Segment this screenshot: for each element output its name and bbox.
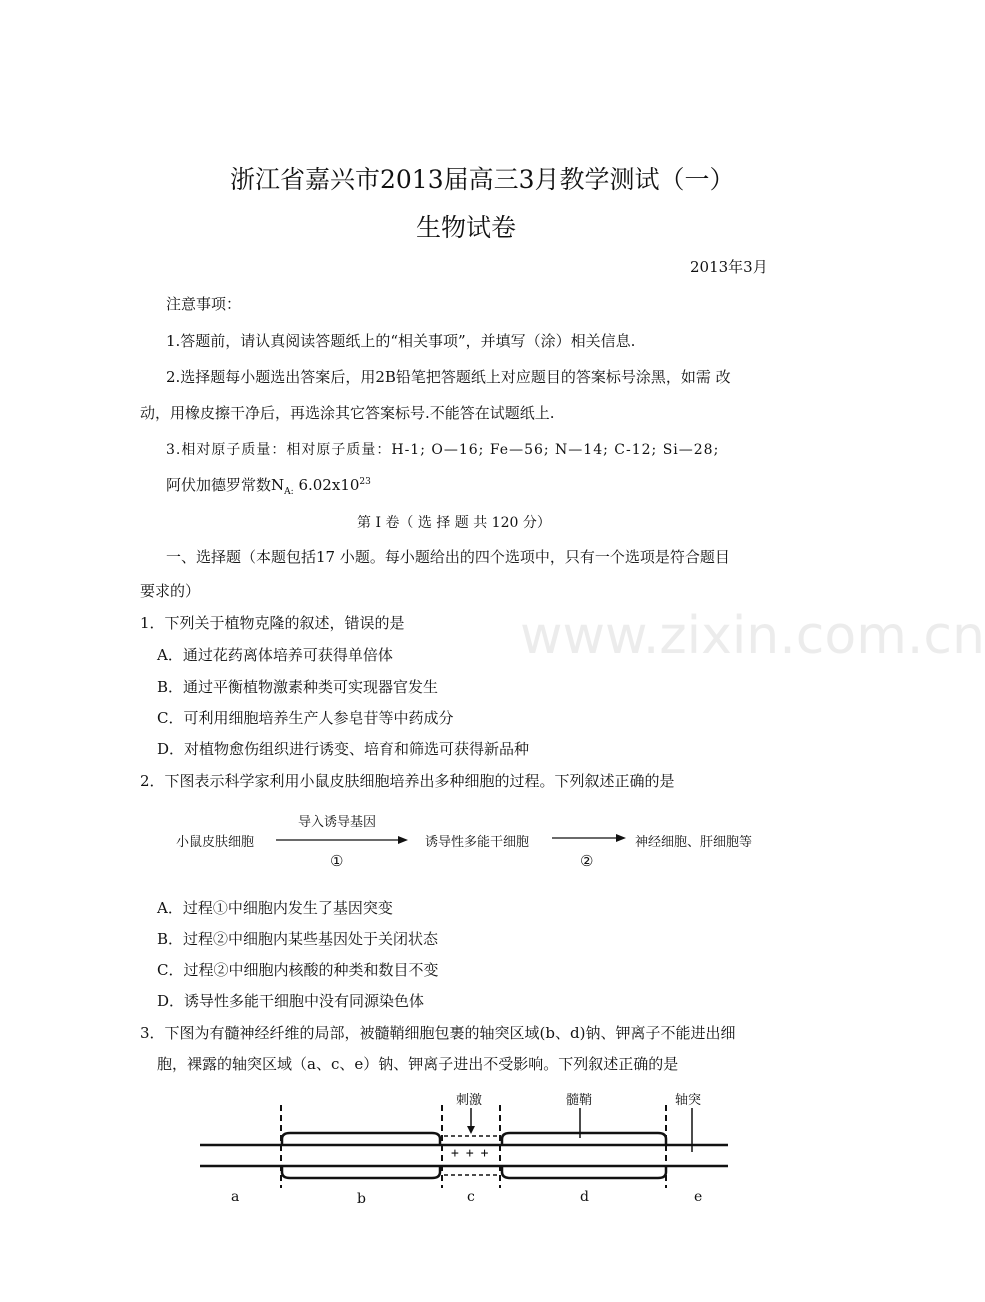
plus-sign: + [451, 1146, 466, 1161]
plus-sign: + [480, 1146, 496, 1161]
q2-step2-number: ② [580, 852, 594, 870]
region-d-label: d [580, 1189, 589, 1205]
q2-stem: 2．下图表示科学家利用小鼠皮肤细胞培养出多种细胞的过程。下列叙述正确的是 [140, 772, 675, 790]
note-2-line1: 2.选择题每小题选出答案后，用2B铅笔把答题纸上对应题目的答案标号涂黑，如需 改 [166, 368, 731, 386]
q2-step1-number: ① [330, 852, 344, 870]
stimulus-label: 刺激 [456, 1093, 483, 1108]
plus-sign: + [465, 1146, 481, 1161]
q2-end-label: 神经细胞、肝细胞等 [635, 835, 753, 850]
note-4-main: 阿伏加德罗常数N [166, 476, 285, 494]
note-2-line2: 动，用橡皮擦干净后，再选涂其它答案标号.不能答在试题纸上. [140, 404, 555, 422]
q2-step1-label: 导入诱导基因 [298, 815, 377, 830]
q2-middle-label: 诱导性多能干细胞 [425, 835, 530, 850]
q2-start-label: 小鼠皮肤细胞 [176, 835, 255, 850]
q1-option-b: B．通过平衡植物激素种类可实现器官发生 [157, 678, 439, 696]
notes-heading: 注意事项： [166, 295, 242, 313]
page-title: 浙江省嘉兴市2013届高三3月教学测试（一） [230, 165, 735, 194]
q3-stem-line2: 胞，裸露的轴突区域（a、c、e）钠、钾离子进出不受影响。下列叙述正确的是 [157, 1055, 679, 1073]
region-e-label: e [694, 1189, 703, 1205]
note-4-sup: 23 [359, 477, 371, 487]
q2-arrow-2 [552, 834, 626, 842]
note-4-value: 6.02x10 [293, 476, 360, 494]
q1-option-a: A．通过花药离体培养可获得单倍体 [157, 646, 393, 664]
q1-option-d: D．对植物愈伤组织进行诱变、培育和筛选可获得新品种 [157, 740, 530, 758]
q1-option-c: C．可利用细胞培养生产人参皂苷等中药成分 [157, 709, 454, 727]
section-heading: 第 I 卷（ 选 择 题 共 120 分） [357, 515, 551, 531]
watermark: www.zixin.com.cn [520, 606, 985, 666]
q2-arrow-1 [276, 836, 408, 844]
myelin-sheath-b [282, 1133, 440, 1178]
note-4-sub: A: [284, 487, 294, 497]
note-1: 1.答题前，请认真阅读答题纸上的“相关事项”，并填写（涂）相关信息. [166, 332, 636, 350]
section-intro-line2: 要求的） [140, 582, 201, 600]
q2-option-d: D．诱导性多能干细胞中没有同源染色体 [157, 992, 425, 1010]
q2-option-a: A．过程①中细胞内发生了基因突变 [157, 899, 393, 917]
q1-stem: 1．下列关于植物克隆的叙述，错误的是 [140, 614, 405, 632]
region-a-label: a [231, 1189, 240, 1205]
q2-option-c: C．过程②中细胞内核酸的种类和数目不变 [157, 961, 439, 979]
axon-label: 轴突 [675, 1093, 702, 1108]
stimulus-arrow [467, 1108, 475, 1134]
note-3: 3.相对原子质量：相对原子质量：H-1; O—16; Fe—56; N—14; C-12; Si—28; [166, 442, 720, 458]
section-intro-line1: 一、选择题（本题包括17 小题。每小题给出的四个选项中，只有一个选项是符合题目 [166, 548, 730, 566]
plus-charges [451, 1146, 495, 1161]
region-b-label: b [357, 1191, 366, 1207]
myelin-sheath-d [502, 1133, 666, 1178]
q2-option-b: B．过程②中细胞内某些基因处于关闭状态 [157, 930, 439, 948]
exam-date: 2013年3月 [690, 258, 768, 276]
myelin-label: 髓鞘 [566, 1093, 593, 1108]
q3-stem-line1: 3．下图为有髓神经纤维的局部，被髓鞘细胞包裹的轴突区域(b、d)钠、钾离子不能进出细 [140, 1024, 736, 1042]
page-subtitle: 生物试卷 [416, 213, 517, 242]
region-c-label: c [467, 1189, 475, 1205]
